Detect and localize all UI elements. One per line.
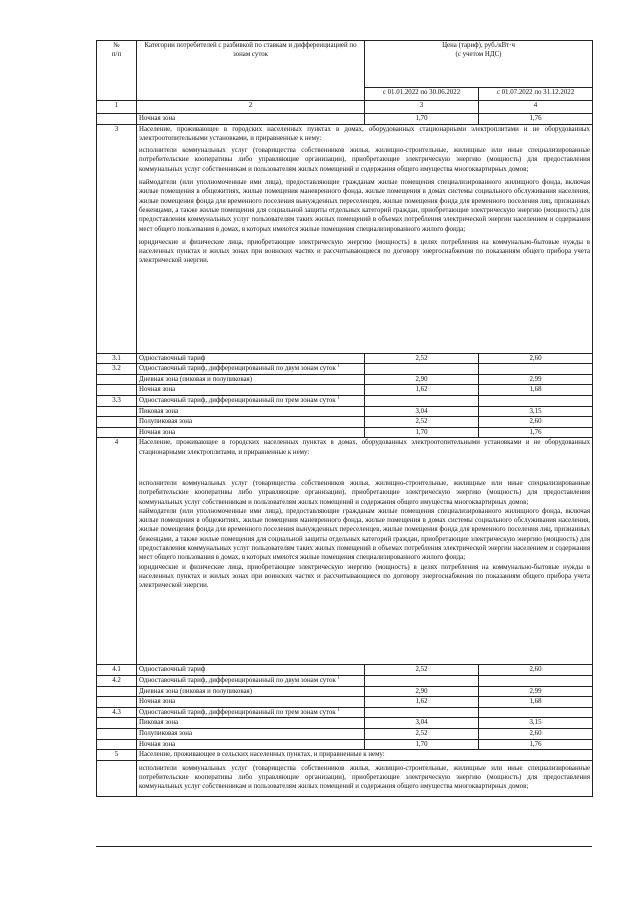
- row-number: 3.2: [97, 364, 137, 375]
- price-period-1: 2,90: [365, 686, 479, 697]
- row-label: [137, 353, 365, 364]
- row-label-text: Одноставочный тариф: [139, 354, 206, 362]
- price-period-1: [365, 675, 479, 686]
- group-5-description-row: [97, 760, 593, 796]
- index-cell: 4: [479, 101, 593, 114]
- table-row: [97, 718, 593, 729]
- group-4-number: 4: [97, 438, 137, 665]
- index-cell: 2: [137, 101, 365, 114]
- price-period-1: [365, 707, 479, 718]
- table-row: [97, 114, 593, 125]
- row-label: [137, 707, 365, 718]
- index-cell: 3: [365, 101, 479, 114]
- index-cell: 1: [97, 101, 137, 114]
- price-period-2: 2,99: [479, 686, 593, 697]
- table-row: [97, 665, 593, 676]
- table-row: [97, 686, 593, 697]
- row-number: [97, 427, 137, 438]
- group-4-paragraph-1: исполнители коммунальных услуг (товарищества собственников жилья, жилищно-строительные, жилищные или иные специализированные потребительские кооперативы либо управляющие организации), приобретающие электрическую энергию (мощность) для предоставления коммунальных услуг собственникам и пользователям жилых помещений и содержания общего имущества многоквартирных домов;: [139, 479, 591, 506]
- group-5-number-empty: [97, 760, 137, 796]
- row-label-text: Одноставочный тариф, дифференцированный по трем зонам суток: [139, 396, 336, 404]
- group-3-lead: Население, проживающее в городских населенных пунктах в домах, оборудованных стационарными электроплитами и не оборудованных электроотопительными установками, и приравненные к нему:: [139, 125, 591, 142]
- footnote-marker: 1: [337, 675, 340, 680]
- tariff-table: [96, 40, 593, 797]
- group-4-paragraph-2: наймодатели (или уполномоченные ими лица), предоставляющие гражданам жилые помещения специализированного жилищного фонда, включая жилые помещения в общежитиях, жилые помещения маневренного фонда, жилые помещения в домах системы социального обслуживания населения, жилые помещения фонда для временного поселения вынужденных переселенцев, жилые помещения фонда для временного поселения лиц, признанных беженцами, а также жилые помещения для социальной защиты отдельных категорий граждан, приобретающие электрическую энергию (мощность) для предоставления коммунальных услуг пользователям таких жилых помещений в объемах потребления электрической энергии населением и содержания мест общего пользования в домах, в которых имеются жилые помещения специализированного жилого фонда;: [139, 507, 591, 562]
- row-label: [137, 675, 365, 686]
- row-number: [97, 739, 137, 750]
- price-period-1: [365, 364, 479, 375]
- group-4-description-row: [97, 438, 593, 665]
- price-period-1: 1,62: [365, 697, 479, 708]
- price-period-2: 1,76: [479, 739, 593, 750]
- price-period-2: 2,99: [479, 374, 593, 385]
- group-3-paragraph-2: наймодатели (или уполномоченные ими лица), предоставляющие гражданам жилые помещения специализированного жилищного фонда, включая жилые помещения в общежитиях, жилые помещения маневренного фонда, жилые помещения в домах системы социального обслуживания населения, жилые помещения фонда для временного поселения вынужденных переселенцев, жилые помещения фонда для временного поселения лиц, признанных беженцами, а также жилые помещения для социальной защиты отдельных категорий граждан, приобретающие электрическую энергию (мощность) для предоставления коммунальных услуг пользователям таких жилых помещений в объемах потребления электрической энергии населением и содержания мест общего пользования в домах, в которых имеются жилые помещения специализированного жилого фонда;: [139, 179, 591, 233]
- price-period-1: 2,52: [365, 417, 479, 428]
- price-period-2: 2,60: [479, 728, 593, 739]
- row-label-text: Пиковая зона: [139, 719, 179, 727]
- page-bottom-rule: [96, 846, 592, 847]
- row-label-text: Ночная зона: [139, 740, 176, 748]
- row-number: [97, 417, 137, 428]
- table-row: [97, 353, 593, 364]
- row-number: 4.2: [97, 675, 137, 686]
- footnote-marker: 1: [337, 707, 340, 712]
- group-5-description: [137, 760, 593, 796]
- row-label-text: Пиковая зона: [139, 407, 179, 415]
- row-label-text: Одноставочный тариф, дифференцированный по трем зонам суток: [139, 708, 336, 716]
- price-period-2: 3,15: [479, 406, 593, 417]
- table-row: [97, 697, 593, 708]
- price-period-1: 3,04: [365, 406, 479, 417]
- row-label-text: Ночная зона: [139, 386, 176, 394]
- table-row: [97, 728, 593, 739]
- table-row: [97, 739, 593, 750]
- price-period-2: 3,15: [479, 718, 593, 729]
- price-period-1: 3,04: [365, 718, 479, 729]
- price-period-1: 1,70: [365, 114, 479, 125]
- price-period-1: 2,52: [365, 353, 479, 364]
- group-3-number: 3: [97, 124, 137, 353]
- price-period-2: [479, 675, 593, 686]
- row-number: 4.1: [97, 665, 137, 676]
- header-period-1: с 01.01.2022 по 30.06.2022: [365, 88, 479, 101]
- table-row: [97, 374, 593, 385]
- price-period-2: 1,68: [479, 385, 593, 396]
- row-label-text: Ночная зона: [139, 428, 176, 436]
- row-label: Ночная зона: [137, 114, 365, 125]
- price-period-1: 2,90: [365, 374, 479, 385]
- row-number: [97, 697, 137, 708]
- row-number: [97, 718, 137, 729]
- price-period-2: [479, 364, 593, 375]
- table-row: [97, 427, 593, 438]
- row-label-text: Одноставочный тариф: [139, 666, 206, 674]
- table-row: [97, 385, 593, 396]
- table-row: [97, 406, 593, 417]
- row-label: [137, 406, 365, 417]
- row-number: [97, 385, 137, 396]
- row-label: [137, 374, 365, 385]
- row-label-text: Полупиковая зона: [139, 418, 193, 426]
- header-col-category: Категории потребителей с разбивкой по ставкам и дифференциацией по зонам суток: [137, 41, 365, 101]
- group-5-lead: Население, проживающее в сельских населенных пунктах, и приравненные к нему:: [137, 750, 593, 761]
- row-number: [97, 686, 137, 697]
- row-number: 3.3: [97, 395, 137, 406]
- row-label-text: Ночная зона: [139, 698, 176, 706]
- price-period-2: 1,76: [479, 114, 593, 125]
- price-period-1: [365, 395, 479, 406]
- row-label: [137, 385, 365, 396]
- row-label: [137, 417, 365, 428]
- price-period-2: 2,60: [479, 417, 593, 428]
- index-row: [97, 101, 593, 114]
- price-period-1: 2,52: [365, 728, 479, 739]
- group-5-paragraph-1: исполнители коммунальных услуг (товарищества собственников жилья, жилищно-строительные, жилищные или иные специализированные потребительские кооперативы либо управляющие организации), приобретающие электрическую энергию (мощность) для предоставления коммунальных услуг собственникам и пользователям жилых помещений и содержания общего имущества многоквартирных домов;: [139, 764, 591, 791]
- table-row: [97, 417, 593, 428]
- row-number: 3.1: [97, 353, 137, 364]
- price-period-2: [479, 395, 593, 406]
- price-period-2: 2,60: [479, 665, 593, 676]
- price-period-2: 1,76: [479, 427, 593, 438]
- row-label: [137, 718, 365, 729]
- header-col-price: Цена (тариф), руб./кВт·ч (с учетом НДС): [365, 41, 593, 88]
- price-period-2: [479, 707, 593, 718]
- row-label-text: Дневная зона (пиковая и полупиковая): [139, 687, 252, 695]
- footnote-marker: 1: [337, 395, 340, 400]
- footnote-marker: 1: [337, 363, 340, 369]
- price-period-1: 2,52: [365, 665, 479, 676]
- row-label-text: Одноставочный тариф, дифференцированный по двум зонам суток: [139, 676, 336, 684]
- price-period-1: 1,70: [365, 739, 479, 750]
- table-row: [97, 707, 593, 718]
- group-3-description: [137, 124, 593, 353]
- row-label: [137, 427, 365, 438]
- row-label: [137, 364, 365, 375]
- table-row: [97, 395, 593, 406]
- price-period-1: 1,62: [365, 385, 479, 396]
- group-4-description: [137, 438, 593, 665]
- row-label: [137, 686, 365, 697]
- group-3-paragraph-3: юридические и физические лица, приобретающие электрическую энергию (мощность) в целях потребления на коммунально-бытовые нужды в населенных пунктах и жилых зонах при воинских частях и рассчитывающиеся по договору энергоснабжения по показаниям общего прибора учета электрической энергии.: [139, 238, 591, 265]
- group-5-number: 5: [97, 750, 137, 761]
- row-label: [137, 697, 365, 708]
- row-label: [137, 665, 365, 676]
- header-row: [97, 41, 593, 88]
- row-label: [137, 739, 365, 750]
- row-label-text: Полупиковая зона: [139, 729, 193, 737]
- price-period-1: 1,70: [365, 427, 479, 438]
- row-number: [97, 728, 137, 739]
- row-number: [97, 374, 137, 385]
- row-number: [97, 406, 137, 417]
- table-row: [97, 675, 593, 686]
- group-3-paragraph-1: исполнители коммунальных услуг (товарищества собственников жилья, жилищно-строительные, жилищные или иные специализированные потребительские кооперативы либо управляющие организации), приобретающие электрическую энергию (мощность) для предоставления коммунальных услуг собственникам и пользователям жилых помещений и содержания общего имущества многоквартирных домов;: [139, 147, 591, 173]
- price-period-2: 2,60: [479, 353, 593, 364]
- row-label-text: Дневная зона (пиковая и полупиковая): [139, 375, 252, 383]
- row-label-text: Одноставочный тариф, дифференцированный по двум зонам суток: [139, 365, 336, 373]
- group-3-description-row: [97, 124, 593, 353]
- row-number: [97, 114, 137, 125]
- header-col-no: № п/п: [97, 41, 137, 101]
- group-4-lead: Население, проживающее в городских населенных пунктах в домах, оборудованных электроотопительными установками и не оборудованных стационарными электроплитами, и приравненные к нему:: [139, 439, 591, 456]
- table-row: [97, 364, 593, 375]
- price-period-2: 1,68: [479, 697, 593, 708]
- group-5-lead-row: [97, 750, 593, 761]
- header-period-2: с 01.07.2022 по 31.12.2022: [479, 88, 593, 101]
- group-4-paragraph-3: юридические и физические лица, приобретающие электрическую энергию (мощность) в целях потребления на коммунально-бытовые нужды в населенных пунктах и жилых зонах при воинских частях и рассчитывающиеся по договору энергоснабжения по показаниям общего прибора учета электрической энергии.: [139, 563, 591, 590]
- row-label: [137, 395, 365, 406]
- row-label: [137, 728, 365, 739]
- row-number: 4.3: [97, 707, 137, 718]
